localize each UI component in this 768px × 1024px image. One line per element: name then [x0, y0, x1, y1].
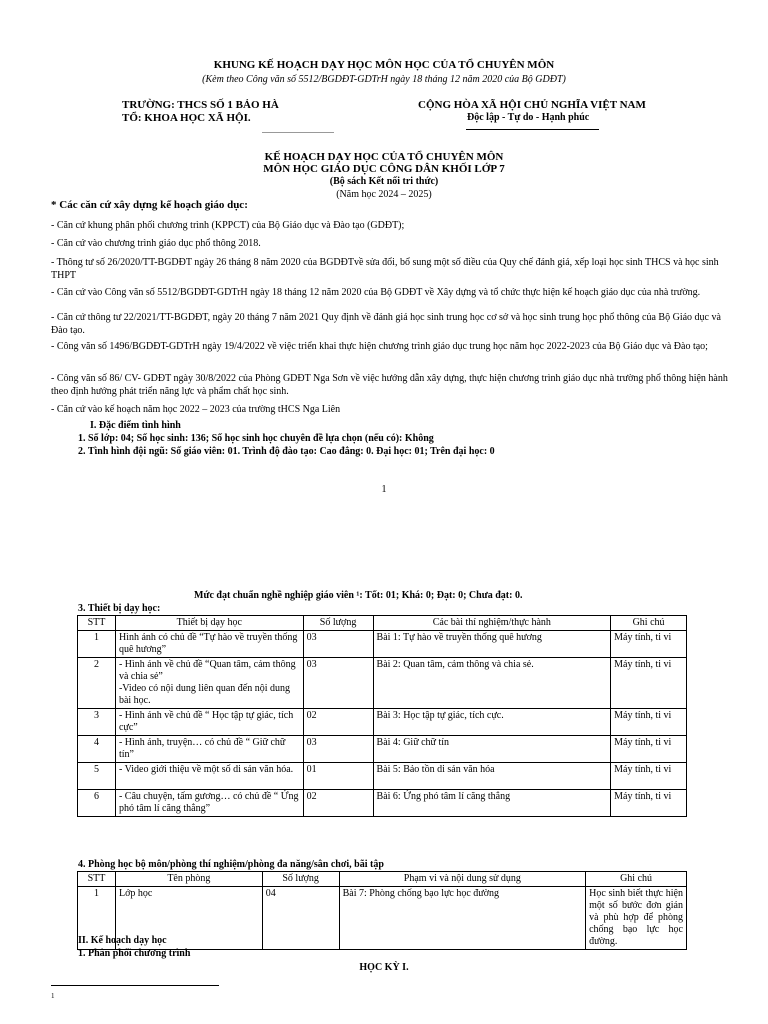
- col-header: Phạm vi và nội dung sử dụng: [339, 872, 586, 887]
- document-subtitle: (Kèm theo Công văn số 5512/BGDĐT-GDTrH ngày 18 tháng 12 năm 2020 của Bộ GDĐT): [202, 74, 566, 85]
- cell-lesson: Bài 1: Tự hào về truyền thống quê hương: [373, 631, 611, 658]
- footnote-marker: 1: [51, 992, 55, 1000]
- cell-lesson: Bài 3: Học tập tự giác, tích cực.: [373, 709, 611, 736]
- plan-year: (Năm học 2024 – 2025): [336, 189, 432, 200]
- cell-quantity: 01: [303, 763, 373, 790]
- rooms-table: [77, 871, 687, 950]
- cell-device: - Câu chuyện, tấm gương… có chủ đề “ Ứng phó tâm lí căng thẳng”: [115, 790, 303, 817]
- department-underline: [262, 132, 334, 133]
- table-row: [78, 709, 687, 736]
- page-number: 1: [381, 484, 387, 495]
- cell-lesson: Bài 4: Giữ chữ tín: [373, 736, 611, 763]
- cell-note: Máy tính, ti vi: [611, 709, 687, 736]
- cell-quantity: 03: [303, 736, 373, 763]
- cell-note: Học sinh biết thực hiện một số bước đơn giản và phù hợp để phòng chống bạo lực học đường.: [586, 887, 687, 950]
- cell-note: Máy tính, ti vi: [611, 736, 687, 763]
- cell-stt: 6: [78, 790, 116, 817]
- col-header: Tên phòng: [115, 872, 262, 887]
- table-row: [78, 631, 687, 658]
- footnote-separator: [51, 985, 219, 986]
- cell-quantity: 04: [262, 887, 339, 950]
- cell-stt: 2: [78, 658, 116, 709]
- cell-quantity: 03: [303, 631, 373, 658]
- document-title: KHUNG KẾ HOẠCH DẠY HỌC MÔN HỌC CỦA TỔ CHUYÊN MÔN: [213, 59, 555, 71]
- cell-note: Máy tính, ti vi: [611, 658, 687, 709]
- cell-device: - Hình ảnh về chủ đề “Quan tâm, cảm thông và chia sẻ” -Video có nội dung liên quan đến nội dung bài học.: [115, 658, 303, 709]
- plan-subject: MÔN HỌC GIÁO DỤC CÔNG DÂN KHỐI LỚP 7: [263, 163, 505, 175]
- motto-underline: [466, 129, 599, 130]
- cell-stt: 3: [78, 709, 116, 736]
- table-row: [78, 763, 687, 790]
- cell-quantity: 02: [303, 709, 373, 736]
- cell-stt: 5: [78, 763, 116, 790]
- basis-item: - Công văn số 86/ CV- GDĐT ngày 30/8/2022 của Phòng GDĐT Nga Sơn về việc hướng dẫn xây dựng, thực hiện chương trình giáo dục nhà trường phổ thông hiện hành theo định hướng phát triển năng lực và phẩm chất học sinh.: [51, 373, 728, 397]
- cell-note: Máy tính, ti vi: [611, 631, 687, 658]
- section-1-line-1: 1. Số lớp: 04; Số học sinh: 136; Số học sinh học chuyên đề lựa chọn (nếu có): Không: [78, 433, 434, 444]
- cell-note: Máy tính, ti vi: [611, 790, 687, 817]
- table-row: [78, 736, 687, 763]
- cell-note: Máy tính, ti vi: [611, 763, 687, 790]
- cell-quantity: 02: [303, 790, 373, 817]
- basis-item: - Thông tư số 26/2020/TT-BGDĐT ngày 26 tháng 8 năm 2020 của BGDĐTvề sửa đổi, bổ sung một số điều của Quy chế đánh giá, xếp loại học sinh THCS và học sinh THPT: [51, 257, 719, 281]
- basis-item: - Công văn số 1496/BGDĐT-GDTrH ngày 19/4/2022 về việc triển khai thực hiện chương trình giáo dục trung học năm học 2022-2023 của Bộ Giáo dục và Đào tạo;: [51, 341, 708, 352]
- semester-title: HỌC KỲ I.: [359, 962, 409, 973]
- basis-item: - Căn cứ vào chương trình giáo dục phổ thông 2018.: [51, 238, 261, 249]
- department-name: TỔ: KHOA HỌC XÃ HỘI.: [122, 112, 251, 124]
- col-header: Ghi chú: [586, 872, 687, 887]
- rooms-table-header: [78, 872, 687, 887]
- cell-device: Hình ảnh có chủ đề “Tự hào về truyền thống quê hương”: [115, 631, 303, 658]
- cell-stt: 4: [78, 736, 116, 763]
- cell-lesson: Bài 2: Quan tâm, cảm thông và chia sẻ.: [373, 658, 611, 709]
- equipment-table: [77, 615, 687, 817]
- basis-item: - Căn cứ vào Công văn số 5512/BGDĐT-GDTrH ngày 18 tháng 12 năm 2020 của Bộ GDĐT về Xây dựng và tổ chức thực hiện kế hoạch giáo dục của nhà trường.: [51, 287, 701, 298]
- rooms-heading: 4. Phòng học bộ môn/phòng thí nghiệm/phòng đa năng/sân chơi, bãi tập: [78, 859, 384, 870]
- cell-lesson: Bài 5: Bảo tồn di sản văn hóa: [373, 763, 611, 790]
- equipment-heading: 3. Thiết bị dạy học:: [78, 603, 161, 614]
- basis-item: - Căn cứ vào kế hoạch năm học 2022 – 2023 của trường tHCS Nga Liên: [51, 404, 341, 415]
- col-header: Ghi chú: [611, 616, 687, 631]
- col-header: Các bài thí nghiệm/thực hành: [373, 616, 611, 631]
- col-header: STT: [78, 872, 116, 887]
- bases-heading: * Các căn cứ xây dựng kế hoạch giáo dục:: [51, 199, 248, 211]
- col-header: Số lượng: [303, 616, 373, 631]
- section-2-heading: II. Kế hoạch dạy học: [78, 935, 167, 946]
- cell-quantity: 03: [303, 658, 373, 709]
- plan-book: (Bộ sách Kết nối tri thức): [329, 176, 439, 187]
- col-header: Thiết bị dạy học: [115, 616, 303, 631]
- col-header: Số lượng: [262, 872, 339, 887]
- cell-scope: Bài 7: Phòng chống bạo lực học đường: [339, 887, 586, 950]
- cell-device: - Video giới thiệu về một số di sản văn hóa.: [115, 763, 303, 790]
- basis-item: - Căn cứ khung phân phối chương trình (KPPCT) của Bộ Giáo dục và Đào tạo (GDĐT);: [51, 220, 405, 231]
- teacher-standard-line: Mức đạt chuẩn nghề nghiệp giáo viên ¹: Tốt: 01; Khá: 0; Đạt: 0; Chưa đạt: 0.: [194, 590, 523, 601]
- nation-title: CỘNG HÒA XÃ HỘI CHỦ NGHĨA VIỆT NAM: [418, 99, 646, 111]
- table-row: [78, 887, 687, 950]
- section-1-line-2: 2. Tình hình đội ngũ: Số giáo viên: 01. Trình độ đào tạo: Cao đẳng: 0. Đại học: 01; Trên đại học: 0: [78, 446, 495, 457]
- motto: Độc lập - Tự do - Hạnh phúc: [467, 112, 590, 123]
- cell-room: Lớp học: [115, 887, 262, 950]
- plan-title: KẾ HOẠCH DẠY HỌC CỦA TỔ CHUYÊN MÔN: [264, 151, 504, 163]
- basis-item: - Căn cứ thông tư 22/2021/TT-BGDĐT, ngày 20 tháng 7 năm 2021 Quy định về đánh giá học sinh trung học cơ sở và học sinh trung học phổ thông của Bộ Giáo dục và Đào tạo.: [51, 312, 721, 336]
- col-header: STT: [78, 616, 116, 631]
- section-2-sub: 1. Phân phối chương trình: [78, 948, 191, 959]
- section-1-heading: I. Đặc điểm tình hình: [90, 420, 181, 431]
- school-name: TRƯỜNG: THCS SỐ 1 BẢO HÀ: [122, 99, 279, 111]
- table-row: [78, 790, 687, 817]
- cell-stt: 1: [78, 887, 116, 950]
- table-row: [78, 658, 687, 709]
- cell-lesson: Bài 6: Ứng phó tâm lí căng thẳng: [373, 790, 611, 817]
- cell-stt: 1: [78, 631, 116, 658]
- equipment-table-header: [78, 616, 687, 631]
- cell-device: - Hình ảnh về chủ đề “ Học tập tự giác, tích cực”: [115, 709, 303, 736]
- cell-device: - Hình ảnh, truyện… có chủ đề “ Giữ chữ tín”: [115, 736, 303, 763]
